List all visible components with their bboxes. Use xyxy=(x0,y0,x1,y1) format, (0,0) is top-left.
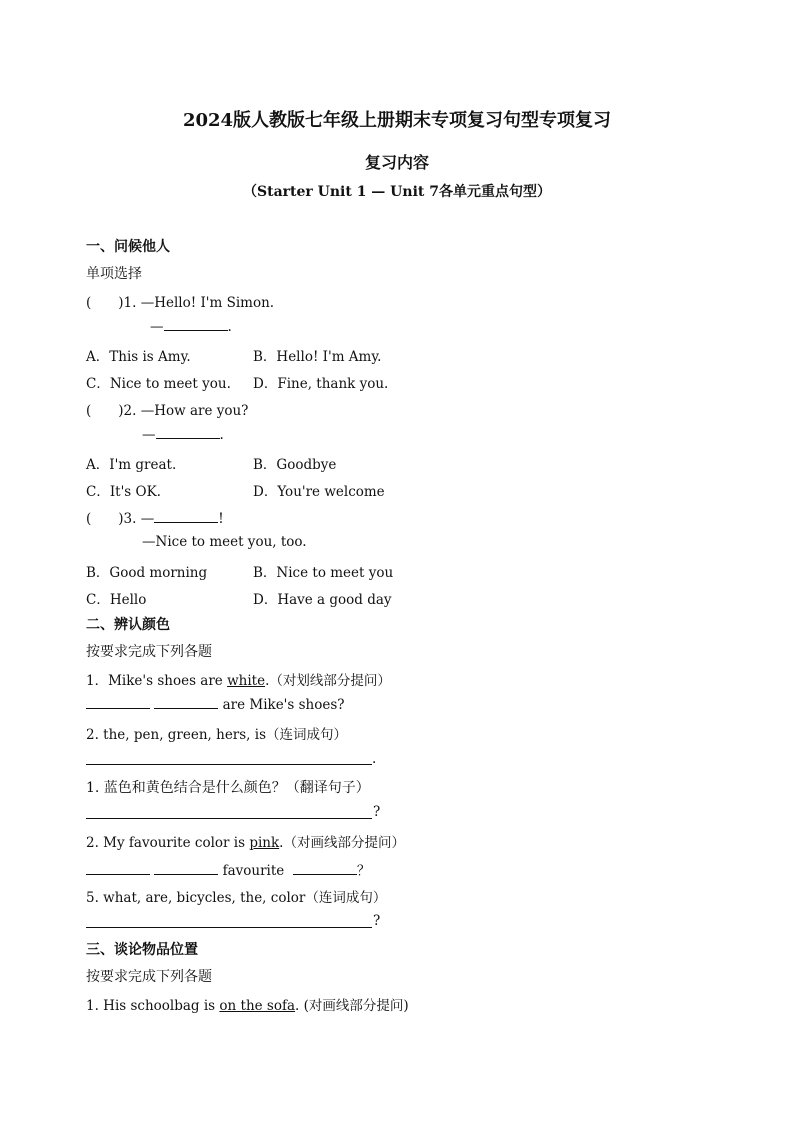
option-d: D．Have a good day xyxy=(253,592,392,608)
answer-blank[interactable] xyxy=(293,862,357,875)
question-2-reply xyxy=(142,426,224,443)
item-2: 2. the, pen, green, hers, is（连词成句） xyxy=(86,727,348,743)
document-subtitle: 复习内容 xyxy=(364,153,429,172)
option-c: C．It's OK. xyxy=(86,484,161,500)
item-instruction: .（对划线部分提问） xyxy=(265,673,391,689)
answer-blank[interactable] xyxy=(86,696,150,709)
section-heading-greetings: 一、问候他人 xyxy=(86,239,170,255)
line-end: ? xyxy=(373,913,381,929)
answer-blank[interactable] xyxy=(86,862,150,875)
period: . xyxy=(227,319,232,335)
item-4 xyxy=(86,831,405,851)
period: . xyxy=(219,427,224,443)
option-a: A．I'm great. xyxy=(86,457,177,473)
item-text: 1. His schoolbag is xyxy=(86,998,220,1014)
option-d: D．You're welcome xyxy=(253,484,385,500)
answer-text: favourite xyxy=(222,863,285,879)
stem-text: ( )3. — xyxy=(86,511,155,527)
answer-blank[interactable] xyxy=(156,426,220,439)
option-b: B．Hello! I'm Amy. xyxy=(253,349,382,365)
option-a: B．Good morning xyxy=(86,565,208,581)
section-heading-positions: 三、谈论物品位置 xyxy=(86,942,198,958)
document-title: 2024版人教版七年级上册期末专项复习句型专项复习 xyxy=(182,110,612,131)
question-2-stem: ( )2. —How are you? xyxy=(86,403,249,419)
document-scope: （Starter Unit 1 — Unit 7各单元重点句型） xyxy=(243,184,551,200)
item-5: 5. what, are, bicycles, the, color（连词成句） xyxy=(86,890,387,906)
item-1 xyxy=(86,994,409,1014)
answer-text: are Mike's shoes? xyxy=(222,697,345,713)
answer-blank[interactable] xyxy=(164,318,228,331)
option-c: C．Hello xyxy=(86,592,147,608)
answer-blank[interactable] xyxy=(154,696,218,709)
item-1 xyxy=(86,669,391,689)
underlined-phrase: on the sofa xyxy=(219,998,296,1014)
item-text: 2. My favourite color is xyxy=(86,835,250,851)
item-4-answer xyxy=(86,859,370,879)
item-text: 1．Mike's shoes are xyxy=(86,673,228,689)
line-end: . xyxy=(372,751,377,767)
answer-blank[interactable] xyxy=(154,510,218,523)
question-3-stem xyxy=(86,507,224,527)
answer-blank[interactable] xyxy=(154,862,218,875)
question-1-reply xyxy=(150,318,232,335)
section-heading-colors: 二、辨认颜色 xyxy=(86,617,170,633)
underlined-word: pink xyxy=(249,835,280,851)
question-mark: ？ xyxy=(356,863,371,879)
exclamation: ! xyxy=(218,511,224,527)
underlined-word: white xyxy=(227,673,266,689)
option-b: B．Goodbye xyxy=(253,457,337,473)
option-b: B．Nice to meet you xyxy=(253,565,394,581)
section-instruction: 按要求完成下列各题 xyxy=(86,644,212,660)
answer-line[interactable] xyxy=(86,764,372,765)
dash: — xyxy=(150,319,164,335)
option-d: D．Fine, thank you. xyxy=(253,376,389,392)
option-c: C．Nice to meet you. xyxy=(86,376,231,392)
question-1-stem: ( )1. —Hello! I'm Simon. xyxy=(86,295,275,311)
section-instruction: 单项选择 xyxy=(86,266,142,282)
item-1-answer xyxy=(86,696,345,713)
dash: — xyxy=(142,427,156,443)
question-3-reply: —Nice to meet you, too. xyxy=(142,534,307,550)
option-a: A．This is Amy. xyxy=(86,349,191,365)
answer-line[interactable] xyxy=(86,927,372,928)
section-instruction: 按要求完成下列各题 xyxy=(86,969,212,985)
line-end: ? xyxy=(373,804,381,820)
item-instruction: . (对画线部分提问) xyxy=(295,998,409,1014)
item-instruction: .（对画线部分提问） xyxy=(279,835,405,851)
item-3: 1. 蓝色和黄色结合是什么颜色？（翻译句子） xyxy=(86,780,370,796)
answer-line[interactable] xyxy=(86,818,372,819)
